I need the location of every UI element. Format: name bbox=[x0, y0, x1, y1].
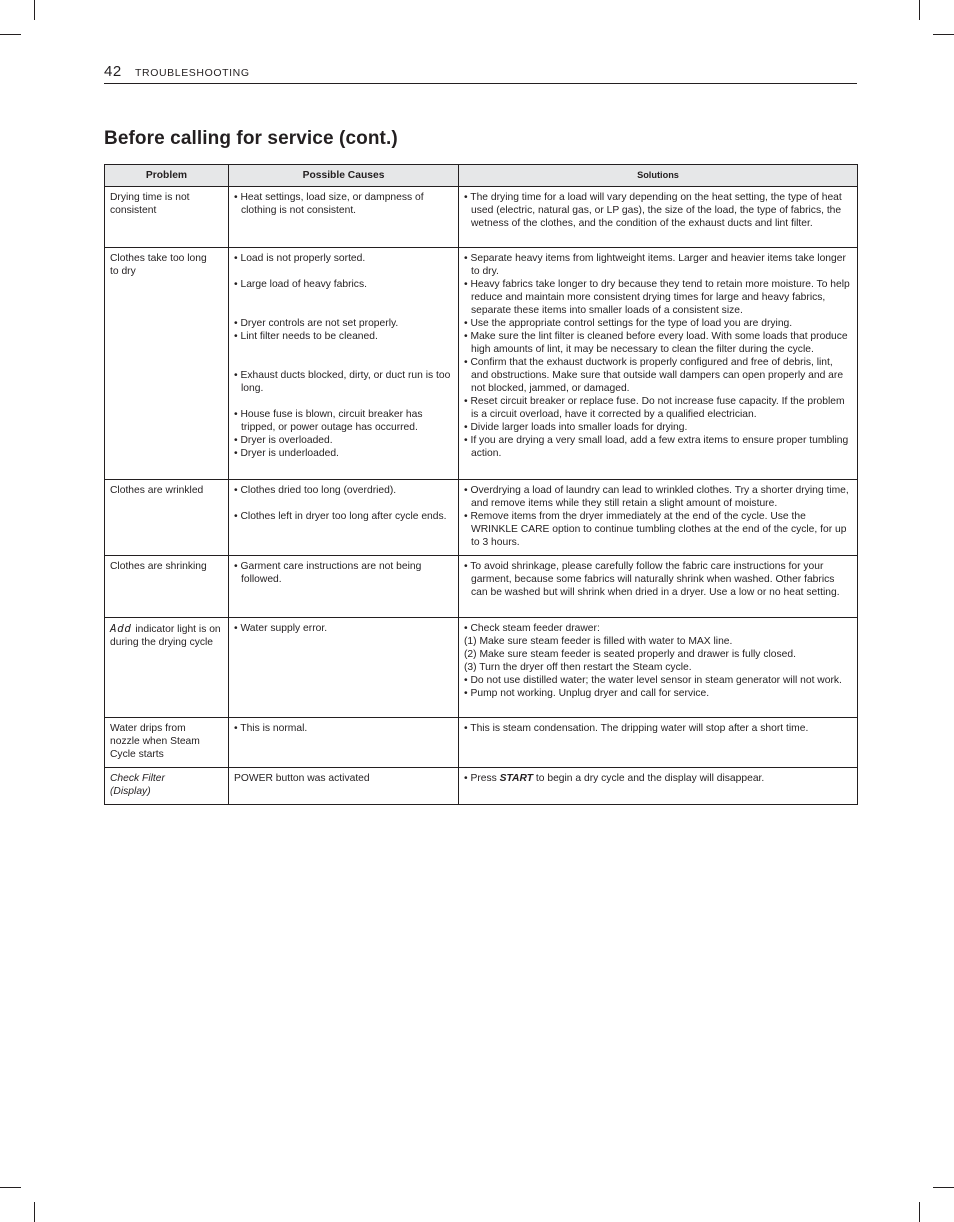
cause-item: • Heat settings, load size, or dampness of clothing is not consistent. bbox=[234, 191, 453, 217]
table-row bbox=[105, 718, 858, 768]
solution-line: (2) Make sure steam feeder is seated properly and drawer is fully closed. bbox=[464, 649, 796, 660]
problem-text: indicator light is on during the drying cycle bbox=[110, 624, 221, 648]
solutions-cell bbox=[459, 248, 858, 480]
solution-item: • Make sure the lint filter is cleaned before every load. With some loads that produce high amounts of lint, it may be necessary to clean the filter during the cycle. bbox=[464, 330, 852, 356]
column-header-problem: Problem bbox=[105, 165, 229, 187]
solution-text: to begin a dry cycle and the display will disappear. bbox=[533, 773, 765, 784]
cause-item: • Large load of heavy fabrics. bbox=[234, 278, 453, 291]
crop-mark bbox=[34, 1202, 35, 1222]
column-header-solutions: Solutions bbox=[459, 165, 858, 187]
crop-mark bbox=[0, 1187, 21, 1188]
cause-item: • This is normal. bbox=[234, 722, 453, 735]
column-header-causes: Possible Causes bbox=[229, 165, 459, 187]
causes-cell bbox=[229, 618, 459, 718]
solution-item: • Pump not working. Unplug dryer and call for service. bbox=[464, 687, 852, 700]
problem-cell bbox=[105, 618, 229, 718]
cause-item: • Dryer controls are not set properly. bbox=[234, 317, 453, 330]
solution-line: (3) Turn the dryer off then restart the Steam cycle. bbox=[464, 662, 692, 673]
solution-item: • Do not use distilled water; the water level sensor in steam generator will not work. bbox=[464, 674, 852, 687]
causes-cell bbox=[229, 480, 459, 556]
section-name: TROUBLESHOOTING bbox=[135, 67, 250, 79]
cause-item: • House fuse is blown, circuit breaker has tripped, or power outage has occurred. bbox=[234, 408, 453, 434]
causes-cell bbox=[229, 248, 459, 480]
table-row bbox=[105, 187, 858, 248]
causes-cell bbox=[229, 187, 459, 248]
solutions-cell bbox=[459, 618, 858, 718]
problem-cell: Check Filter (Display) bbox=[105, 768, 229, 805]
solutions-cell bbox=[459, 556, 858, 618]
solution-item: • If you are drying a very small load, add a few extra items to ensure proper tumbling action. bbox=[464, 434, 852, 460]
crop-mark bbox=[34, 0, 35, 20]
table-row bbox=[105, 768, 858, 805]
problem-cell: Clothes are wrinkled bbox=[105, 480, 229, 556]
table-row bbox=[105, 556, 858, 618]
cause-item: • Clothes left in dryer too long after cycle ends. bbox=[234, 510, 453, 523]
crop-mark bbox=[933, 34, 954, 35]
crop-mark bbox=[919, 1202, 920, 1222]
crop-mark bbox=[0, 34, 21, 35]
problem-cell: Clothes take too long to dry bbox=[105, 248, 229, 480]
solution-item bbox=[464, 772, 852, 785]
troubleshooting-table bbox=[104, 164, 858, 805]
page-header bbox=[104, 62, 857, 84]
cause-item: • Garment care instructions are not being followed. bbox=[234, 560, 453, 586]
solution-item: • Reset circuit breaker or replace fuse. Do not increase fuse capacity. If the problem is a circuit overload, have it corrected by a qualified electrician. bbox=[464, 395, 852, 421]
problem-cell: Water drips from nozzle when Steam Cycle starts bbox=[105, 718, 229, 768]
causes-cell: POWER button was activated bbox=[229, 768, 459, 805]
solutions-cell bbox=[459, 718, 858, 768]
solutions-cell bbox=[459, 187, 858, 248]
problem-cell: Drying time is not consistent bbox=[105, 187, 229, 248]
cause-item: • Clothes dried too long (overdried). bbox=[234, 484, 453, 497]
solution-item: • Remove items from the dryer immediately at the end of the cycle. Use the WRINKLE CARE option to continue tumbling clothes at the end of the cycle, for up to 3 hours. bbox=[464, 510, 852, 549]
solutions-cell bbox=[459, 480, 858, 556]
solution-item: • Divide larger loads into smaller loads for drying. bbox=[464, 421, 852, 434]
add-indicator-display: Add bbox=[110, 622, 132, 635]
solution-item: • Heavy fabrics take longer to dry because they tend to retain more moisture. To help reduce and maintain more consistent drying times for large and heavy fabrics, separate these items into smaller loads of a consistent size. bbox=[464, 278, 852, 317]
solution-item: • Overdrying a load of laundry can lead to wrinkled clothes. Try a shorter drying time, and remove items while they still retain a slight amount of moisture. bbox=[464, 484, 852, 510]
cause-item: • Dryer is underloaded. bbox=[234, 447, 453, 460]
solution-item: • Confirm that the exhaust ductwork is properly configured and free of debris, lint, and obstructions. Make sure that outside wall dampers can open properly and are not blocked, jammed, or damaged. bbox=[464, 356, 852, 395]
page-number: 42 bbox=[104, 63, 122, 80]
crop-mark bbox=[919, 0, 920, 20]
problem-cell: Clothes are shrinking bbox=[105, 556, 229, 618]
solution-item: • To avoid shrinkage, please carefully follow the fabric care instructions for your garment, because some fabrics will naturally shrink when washed. Other fabrics can be washed but will shrink when dried in a dryer. Use a low or no heat setting. bbox=[464, 560, 852, 599]
solution-text: Press bbox=[470, 773, 500, 784]
table-row bbox=[105, 480, 858, 556]
table-header-row bbox=[105, 165, 858, 187]
solution-item: • Separate heavy items from lightweight items. Larger and heavier items take longer to dry. bbox=[464, 252, 852, 278]
solution-line: • Check steam feeder drawer: bbox=[464, 623, 600, 634]
solution-item: • This is steam condensation. The dripping water will stop after a short time. bbox=[464, 722, 852, 735]
solution-item: • The drying time for a load will vary depending on the heat setting, the type of heat used (electric, natural gas, or LP gas), the size of the load, the type of fabrics, the wetness of the clothes, and the condition of the exhaust ducts and lint filter. bbox=[464, 191, 852, 230]
crop-mark bbox=[933, 1187, 954, 1188]
page-title: Before calling for service (cont.) bbox=[104, 128, 398, 149]
table-row bbox=[105, 618, 858, 718]
table-row bbox=[105, 248, 858, 480]
cause-item: • Water supply error. bbox=[234, 622, 453, 635]
causes-cell bbox=[229, 718, 459, 768]
solution-line: (1) Make sure steam feeder is filled with water to MAX line. bbox=[464, 636, 733, 647]
solution-item: • Use the appropriate control settings for the type of load you are drying. bbox=[464, 317, 852, 330]
cause-item: • Lint filter needs to be cleaned. bbox=[234, 330, 453, 343]
causes-cell bbox=[229, 556, 459, 618]
cause-item: • Load is not properly sorted. bbox=[234, 252, 453, 265]
solutions-cell bbox=[459, 768, 858, 805]
start-button-label: START bbox=[499, 773, 534, 784]
cause-item: • Dryer is overloaded. bbox=[234, 434, 453, 447]
cause-item: • Exhaust ducts blocked, dirty, or duct run is too long. bbox=[234, 369, 453, 395]
